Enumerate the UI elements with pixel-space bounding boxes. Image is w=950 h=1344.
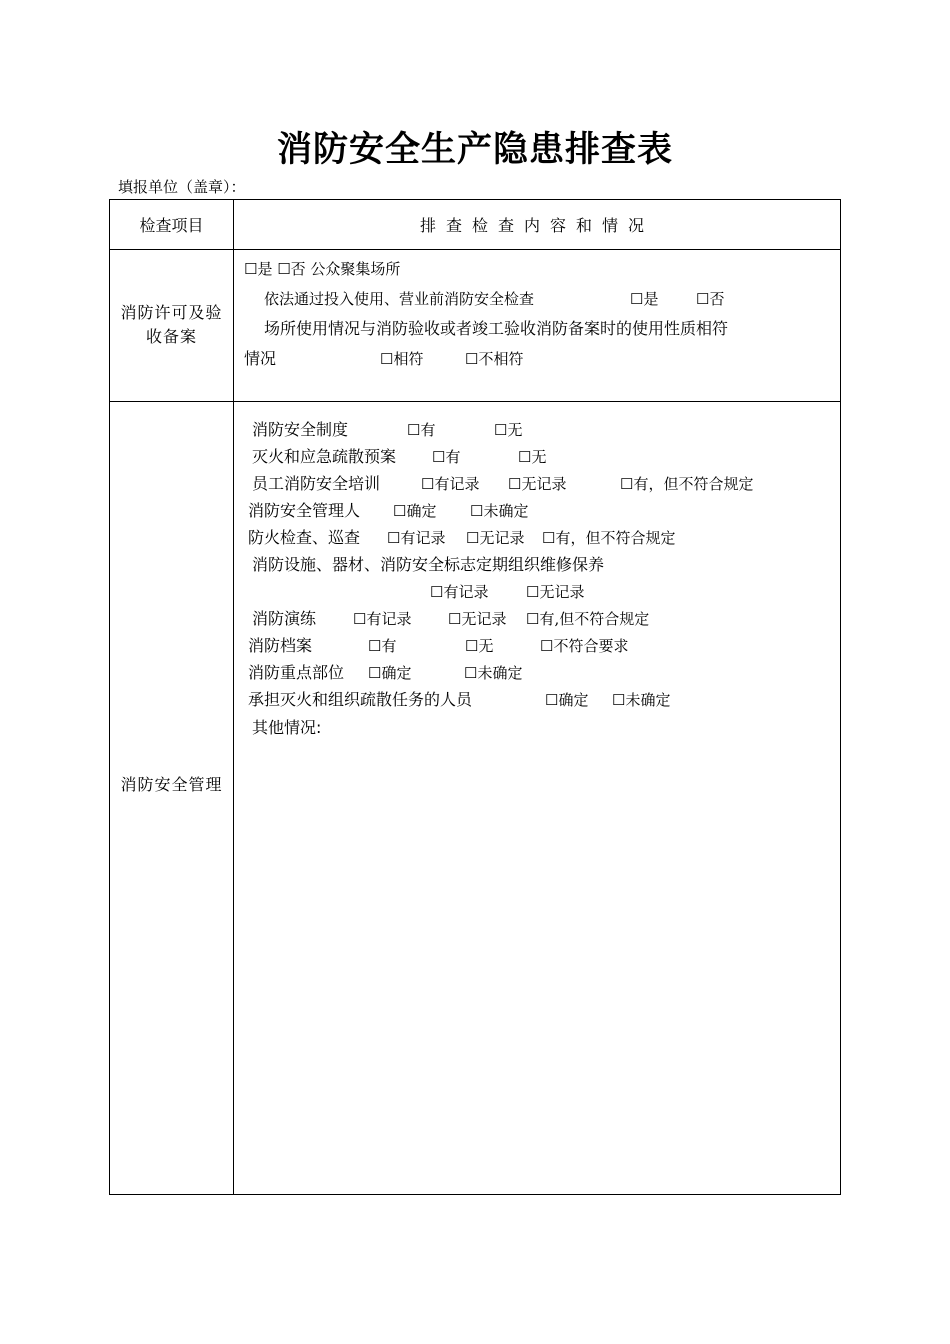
row-divider: [110, 401, 840, 402]
row-label-management: 消防安全管理: [120, 775, 223, 794]
inspection-table: [109, 199, 841, 1195]
fire-drill-noncompliant[interactable]: ☐有,但不符合规定: [526, 610, 650, 628]
item-fire-drill: 消防演练: [252, 609, 317, 628]
usage-match-label: 情况: [244, 349, 277, 368]
item-key-areas: 消防重点部位: [248, 663, 345, 682]
staff-training-recorded[interactable]: ☐有记录: [421, 475, 480, 493]
patrol-noncompliant[interactable]: ☐有，但不符合规定: [542, 529, 676, 547]
usage-match-question: 场所使用情况与消防验收或者竣工验收消防备案时的使用性质相符: [264, 319, 729, 338]
row-label-license: 消防许可及验收备案: [120, 303, 223, 346]
evacuation-plan-no[interactable]: ☐无: [518, 448, 547, 466]
item-patrol: 防火检查、巡查: [248, 528, 361, 547]
staff-training-noncompliant[interactable]: ☐有，但不符合规定: [620, 475, 754, 493]
item-fire-system: 消防安全制度: [252, 420, 349, 439]
fire-system-yes[interactable]: ☐有: [407, 421, 436, 439]
item-equipment-maintenance: 消防设施、器材、消防安全标志定期组织维修保养: [252, 555, 605, 574]
fire-check-yes-checkbox[interactable]: ☐是: [630, 290, 659, 308]
page-title: 消防安全生产隐患排查表: [276, 129, 673, 170]
fire-archive-noncompliant[interactable]: ☐不符合要求: [540, 637, 629, 655]
unit-label: 填报单位（盖章）：: [118, 178, 246, 196]
patrol-unrecorded[interactable]: ☐无记录: [466, 529, 525, 547]
key-areas-confirmed[interactable]: ☐确定: [368, 664, 412, 682]
patrol-recorded[interactable]: ☐有记录: [387, 529, 446, 547]
responsible-staff-confirmed[interactable]: ☐确定: [545, 691, 589, 709]
fire-archive-yes[interactable]: ☐有: [368, 637, 397, 655]
fire-drill-unrecorded[interactable]: ☐无记录: [448, 610, 507, 628]
item-safety-manager: 消防安全管理人: [248, 501, 361, 520]
item-evacuation-plan: 灭火和应急疏散预案: [252, 447, 397, 466]
item-other: 其他情况:: [252, 718, 322, 737]
evacuation-plan-yes[interactable]: ☐有: [432, 448, 461, 466]
column-divider: [233, 200, 234, 1194]
safety-manager-unconfirmed[interactable]: ☐未确定: [470, 502, 529, 520]
header-content: 排查检查内容和情况: [419, 216, 654, 235]
item-fire-archive: 消防档案: [248, 636, 313, 655]
maintenance-unrecorded[interactable]: ☐无记录: [526, 583, 585, 601]
item-staff-training: 员工消防安全培训: [252, 474, 381, 493]
header-divider: [110, 249, 840, 250]
fire-archive-no[interactable]: ☐无: [465, 637, 494, 655]
fire-check-question: 依法通过投入使用、营业前消防安全检查: [264, 290, 535, 308]
maintenance-recorded[interactable]: ☐有记录: [430, 583, 489, 601]
fire-drill-recorded[interactable]: ☐有记录: [353, 610, 412, 628]
item-responsible-staff: 承担灭火和组织疏散任务的人员: [248, 690, 473, 709]
header-item: 检查项目: [139, 216, 204, 235]
usage-match-checkbox[interactable]: ☐相符: [380, 350, 424, 368]
safety-manager-confirmed[interactable]: ☐确定: [393, 502, 437, 520]
staff-training-unrecorded[interactable]: ☐无记录: [508, 475, 567, 493]
fire-check-no-checkbox[interactable]: ☐否: [696, 290, 725, 308]
public-venue-line[interactable]: ☐是 ☐否 公众聚集场所: [244, 260, 401, 278]
fire-system-no[interactable]: ☐无: [494, 421, 523, 439]
key-areas-unconfirmed[interactable]: ☐未确定: [464, 664, 523, 682]
usage-mismatch-checkbox[interactable]: ☐不相符: [465, 350, 524, 368]
responsible-staff-unconfirmed[interactable]: ☐未确定: [612, 691, 671, 709]
